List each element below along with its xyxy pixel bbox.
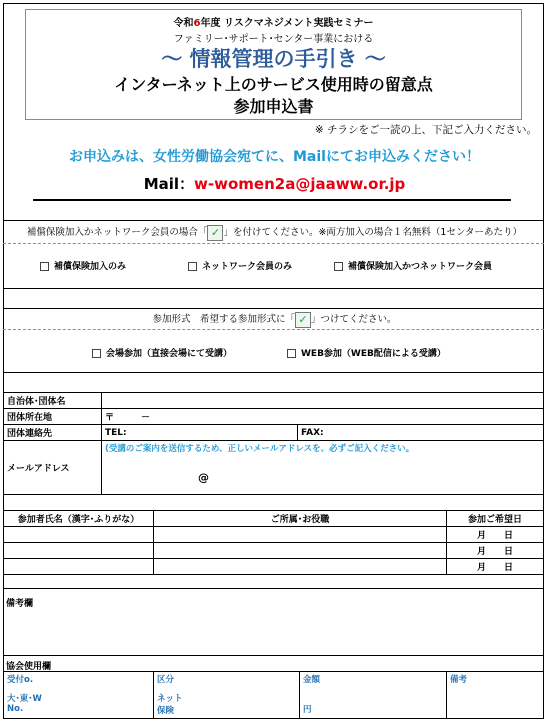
- instruction-note: ※ チラシをご一読の上、下記ご入力ください。: [314, 124, 537, 136]
- table-row: [4, 559, 544, 575]
- affiliation-header: ご所属･お役職: [154, 511, 447, 527]
- org-address-label: 団体所在地: [4, 409, 102, 425]
- date-field[interactable]: 月 日: [447, 527, 544, 543]
- checkbox[interactable]: [287, 349, 296, 358]
- org-name-label: 自治体･団体名: [4, 393, 102, 409]
- email-label: メールアドレス: [4, 441, 102, 495]
- divider: [3, 588, 544, 589]
- mail-label: Mail：: [143, 175, 195, 193]
- check-icon: ✓: [207, 225, 223, 241]
- seminar-year-line: 令和6年度 リスクマネジメント実践セミナー: [173, 18, 374, 29]
- option-network-only[interactable]: ネットワーク会員のみ: [188, 259, 292, 272]
- date-field[interactable]: 月 日: [447, 559, 544, 575]
- divider: [3, 655, 544, 656]
- option-insurance-only[interactable]: 補償保険加入のみ: [40, 259, 126, 272]
- membership-instruction: 補償保険加入かネットワーク会員の場合「 ✓ 」を付けてください。※両方加入の場合１名無料（1センターあたり）: [26, 225, 523, 239]
- check-icon: ✓: [295, 312, 311, 328]
- divider: [3, 308, 544, 309]
- mail-line: [0, 173, 549, 194]
- participant-name-header: 参加者氏名（漢字･ふりがな）: [4, 511, 154, 527]
- seminar-context-line: ファミリー･サポート･センター事業における: [173, 34, 374, 45]
- receipt-cell: 受付o. 大･東･W No.: [4, 672, 154, 719]
- category-cell: 区分 ネット 保険: [154, 672, 300, 719]
- office-remark-cell: 備考: [447, 672, 544, 719]
- participant-name-field[interactable]: [4, 527, 154, 543]
- option-insurance-and-network[interactable]: 補償保険加入かつネットワーク会員: [334, 259, 492, 272]
- email-field[interactable]: [102, 441, 544, 495]
- affiliation-field[interactable]: [154, 527, 447, 543]
- title-box: [25, 9, 522, 120]
- participation-instruction: 参加形式 希望する参加形式に「 ✓ 」つけてください。: [152, 312, 397, 326]
- affiliation-field[interactable]: [154, 543, 447, 559]
- divider: [3, 288, 544, 289]
- participant-name-field[interactable]: [4, 559, 154, 575]
- tel-field[interactable]: TEL:: [102, 425, 298, 441]
- remarks-label: 備考欄: [6, 599, 34, 609]
- divider: [3, 329, 544, 330]
- table-row: [4, 527, 544, 543]
- amount-cell: 金額 円: [300, 672, 447, 719]
- form-name: 参加申込書: [233, 97, 314, 116]
- checkbox[interactable]: [92, 349, 101, 358]
- table-row: [4, 543, 544, 559]
- apply-instruction: お申込みは、女性労働協会宛てに、Mailにてお申込みください！: [69, 149, 480, 165]
- participant-name-field[interactable]: [4, 543, 154, 559]
- checkbox[interactable]: [40, 262, 49, 271]
- option-venue[interactable]: 会場参加（直接会場にて受講）: [92, 346, 232, 359]
- option-web[interactable]: WEB参加（WEB配信による受講）: [287, 346, 446, 359]
- date-field[interactable]: 月 日: [447, 543, 544, 559]
- date-header: 参加ご希望日: [447, 511, 544, 527]
- checkbox[interactable]: [334, 262, 343, 271]
- remarks-field[interactable]: [3, 612, 544, 652]
- divider: [3, 243, 544, 244]
- seminar-title: ～ 情報管理の手引き ～: [161, 47, 386, 71]
- fax-field[interactable]: FAX:: [298, 425, 544, 441]
- org-name-field[interactable]: [102, 393, 544, 409]
- participants-table: [3, 510, 544, 575]
- checkbox[interactable]: [188, 262, 197, 271]
- divider: [33, 199, 511, 201]
- at-sign: @: [198, 471, 209, 484]
- mail-address[interactable]: w-women2a@jaaww.or.jp: [194, 175, 406, 193]
- organization-table: [3, 392, 544, 495]
- divider: [3, 372, 544, 373]
- org-contact-label: 団体連絡先: [4, 425, 102, 441]
- email-hint: (受講のご案内を送信するため、正しいメールアドレスを、必ずご記入ください。: [105, 444, 415, 454]
- office-use-label: 協会使用欄: [6, 662, 52, 672]
- divider: [3, 220, 544, 221]
- affiliation-field[interactable]: [154, 559, 447, 575]
- org-address-field[interactable]: 〒 －: [102, 409, 544, 425]
- office-use-table: [3, 671, 544, 719]
- seminar-subtitle: インターネット上のサービス使用時の留意点: [114, 75, 433, 94]
